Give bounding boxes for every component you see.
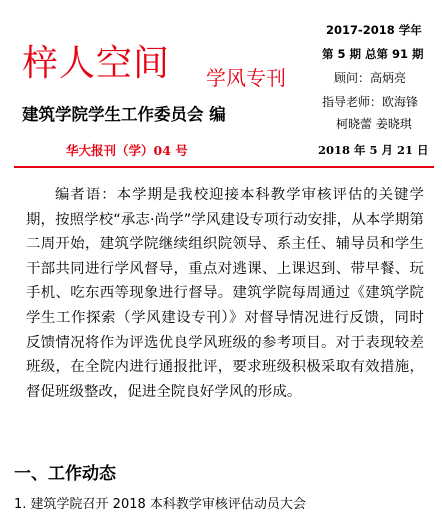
header-divider: [14, 166, 434, 168]
teacher-line-2: 柯晓蕾 姜晓琪: [336, 117, 412, 131]
advisor: 顾问：高炳亮: [334, 71, 407, 85]
editor-committee: 建筑学院学生工作委员会 编: [22, 105, 226, 124]
newsletter-title: 梓人空间: [22, 43, 171, 84]
editor-note: 编者语：本学期是我校迎接本科教学审核评估的关键学期，按照学校“承志·尚学”学风建设专项行动安排，从本学期第二周开始，建筑学院继续组织院领导、系主任、辅导员和学生干部共同进行学风督导，重点对逃课、上课迟到、带早餐、玩手机、吃东西等现象进行督导。建筑学院每周通过《建筑学院学生工作探索（学风建设专刊）》对督导情况进行反馈，同时反馈情况将作为评选优良学风班级的参考项目。对于表现较差班级，在全院内进行通报批评，要求班级积极采取有效措施，督促班级整改，促进全院良好学风的形成。: [26, 187, 424, 400]
issue-number: 第 5 期 总第 91 期: [322, 47, 424, 61]
section-heading: 一、工作动态: [14, 464, 116, 484]
news-item: 1. 建筑学院召开 2018 本科教学审核评估动员大会: [14, 497, 306, 512]
newsletter-subtitle: 学风专刊: [206, 66, 286, 90]
teacher-line-1: 指导老师：欧海锋: [322, 95, 419, 109]
publish-date: 2018 年 5 月 21 日: [318, 143, 429, 157]
school-year: 2017-2018 学年: [326, 23, 422, 37]
issue-code: 华大报刊（学）04 号: [66, 143, 188, 158]
